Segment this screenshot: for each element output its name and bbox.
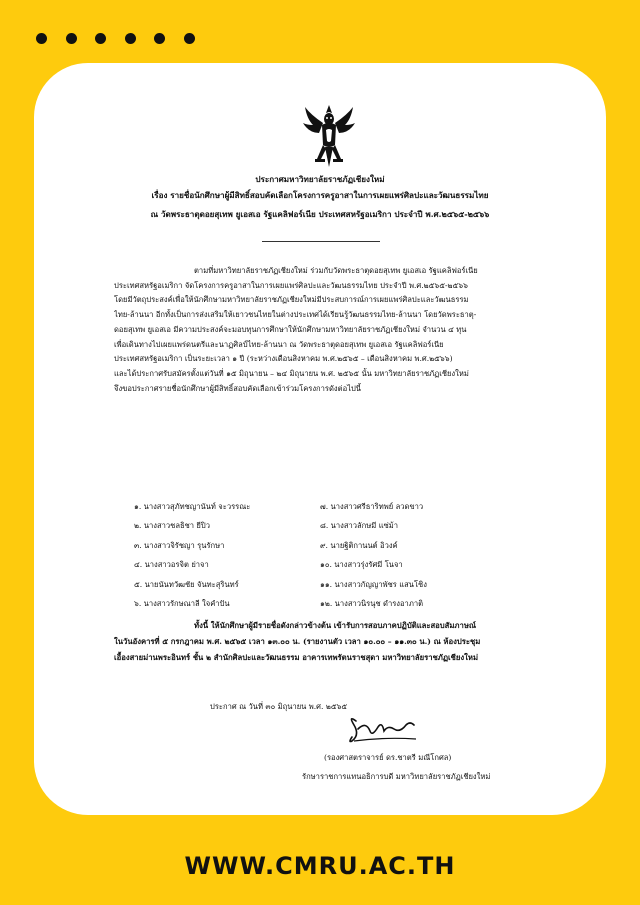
dot [125, 33, 136, 44]
dot [66, 33, 77, 44]
body-line: ประเทศสหรัฐอเมริกา เป็นระยะเวลา ๑ ปี (ระหว่างเดือนสิงหาคม พ.ศ.๒๕๖๕ – เดือนสิงหาคม พ.ศ.๒๕๖๖) [114, 354, 453, 364]
closing-paragraph [114, 618, 544, 666]
body-line: ดอยสุเทพ ยูเอสเอ มีความประสงค์จะมอบทุนการศึกษาให้นักศึกษามหาวิทยาลัยราชภัฏเชียงใหม่ จำนวน ๔ ทุน [114, 324, 467, 334]
list-item [134, 556, 554, 576]
closing-line: เอื้องสายม่านพระอินทร์ ชั้น ๒ สำนักศิลปะและวัฒนธรรม อาคารเทพรัตนราชสุดา มหาวิทยาลัยราชภัฏเชียงใหม่ [114, 653, 479, 662]
body-line: ตามที่มหาวิทยาลัยราชภัฏเชียงใหม่ ร่วมกับวัดพระธาตุดอยสุเทพ ยูเอสเอ รัฐแคลิฟอร์เนีย [194, 266, 478, 275]
announcement-date: ประกาศ ณ วันที่ ๓๐ มิถุนายน พ.ศ. ๒๕๖๕ [210, 702, 348, 711]
dot [184, 33, 195, 44]
closing-line: ทั้งนี้ ให้นักศึกษาผู้มีรายชื่อดังกล่าวข้างต้น เข้ารับการสอบภาคปฏิบัติและสอบสัมภาษณ์ [194, 621, 477, 630]
candidate-name: ๑๒. นางสาวนิรนุช ดำรงอาภาติ [320, 599, 424, 609]
body-line: เพื่อเดินทางไปเผยแพร่ดนตรีและนาฏศิลป์ไทย-ล้านนา ณ วัดพระธาตุดอยสุเทพ ยูเอสเอ รัฐแคลิฟอร์เนีย [114, 339, 444, 349]
footer-url[interactable]: WWW.CMRU.AC.TH [184, 852, 456, 880]
candidate-name: ๑๐. นางสาวรุ่งรัศมี โนจา [320, 560, 403, 570]
candidate-name: ๑. นางสาวสุภัทชญานันท์ จะวรรณะ [134, 501, 251, 511]
garuda-emblem-icon [301, 103, 357, 169]
list-item [134, 497, 554, 517]
signatory-name: (รองศาสตราจารย์ ดร.ชาตรี มณีโกศล) [324, 753, 452, 762]
candidate-name: ๒. นางสาวชลธิชา ยีปิว [134, 521, 210, 531]
decorative-dots [36, 33, 195, 44]
header-divider [262, 241, 380, 242]
signatory-position: รักษาราชการแทนอธิการบดี มหาวิทยาลัยราชภัฏเชียงใหม่ [302, 772, 491, 781]
dot [95, 33, 106, 44]
candidate-list [134, 497, 554, 614]
closing-line: ในวันอังคารที่ ๕ กรกฎาคม พ.ศ. ๒๕๖๕ เวลา ๑๓.๐๐ น. (รายงานตัว เวลา ๑๐.๐๐ – ๑๑.๓๐ น.) ณ ห้องประชุม [114, 637, 481, 646]
candidate-name: ๔. นางสาวอรจิต ย่าจา [134, 560, 209, 570]
body-line: โดยมีวัตถุประสงค์เพื่อให้นักศึกษามหาวิทยาลัยราชภัฏเชียงใหม่มีประสบการณ์การเผยแพร่ศิลปะและวัฒนธรรม [114, 295, 469, 305]
dot [36, 33, 47, 44]
candidate-name: ๑๑. นางสาวกัญญาพัชร แสนโชิง [320, 579, 427, 589]
handwritten-signature [344, 711, 424, 747]
dot [154, 33, 165, 44]
body-line: ไทย-ล้านนา อีกทั้งเป็นการส่งเสริมให้เยาวชนไทยในต่างประเทศได้เรียนรู้วัฒนธรรมไทย-ล้านนา โดยวัดพระธาตุ- [114, 310, 477, 320]
candidate-name: ๙. นายฐิติกานนต์ อิวงค์ [320, 540, 398, 550]
candidate-name: ๕. นายนันทวัฒชัย จันทะสุรินทร์ [134, 579, 239, 589]
announcement-card [34, 63, 606, 815]
body-paragraph [114, 264, 534, 396]
candidate-name: ๖. นางสาวรักษณาลี ใจคำปัน [134, 599, 230, 609]
announcement-title: ประกาศมหาวิทยาลัยราชภัฏเชียงใหม่ [255, 174, 385, 184]
list-item [134, 575, 554, 595]
body-line: ประเทศสหรัฐอเมริกา จัดโครงการครูอาสาในการเผยแพร่ศิลปะและวัฒนธรรมไทย ประจำปี พ.ศ.๒๕๖๕-๒๕๖๖ [114, 280, 468, 290]
candidate-name: ๘. นางสาวลักษมี แซ่ม้า [320, 521, 399, 531]
announcement-subject: เรื่อง รายชื่อนักศึกษาผู้มีสิทธิ์สอบคัดเลือกโครงการครูอาสาในการเผยแพร่ศิลปะและวัฒนธรรมไทย [151, 190, 489, 200]
body-line: จึงขอประกาศรายชื่อนักศึกษาผู้มีสิทธิ์สอบคัดเลือกเข้าร่วมโครงการดังต่อไปนี้ [114, 383, 361, 393]
list-item [134, 517, 554, 537]
body-line: และได้ประกาศรับสมัครตั้งแต่วันที่ ๑๕ มิถุนายน – ๒๔ มิถุนายน พ.ศ. ๒๕๖๕ นั้น มหาวิทยาลัยราชภัฏเชียงใหม่ [114, 368, 469, 378]
candidate-name: ๓. นางสาวจิรัชญา รุนรักษา [134, 540, 225, 550]
list-item [134, 536, 554, 556]
candidate-name: ๗. นางสาวศรีธาริทพย์ ลวดขาว [320, 501, 424, 511]
announcement-location: ณ วัดพระธาตุดอยสุเทพ ยูเอสเอ รัฐแคลิฟอร์เนีย ประเทศสหรัฐอเมริกา ประจำปี พ.ศ.๒๕๖๕-๒๕๖๖ [150, 209, 490, 219]
list-item [134, 595, 554, 615]
